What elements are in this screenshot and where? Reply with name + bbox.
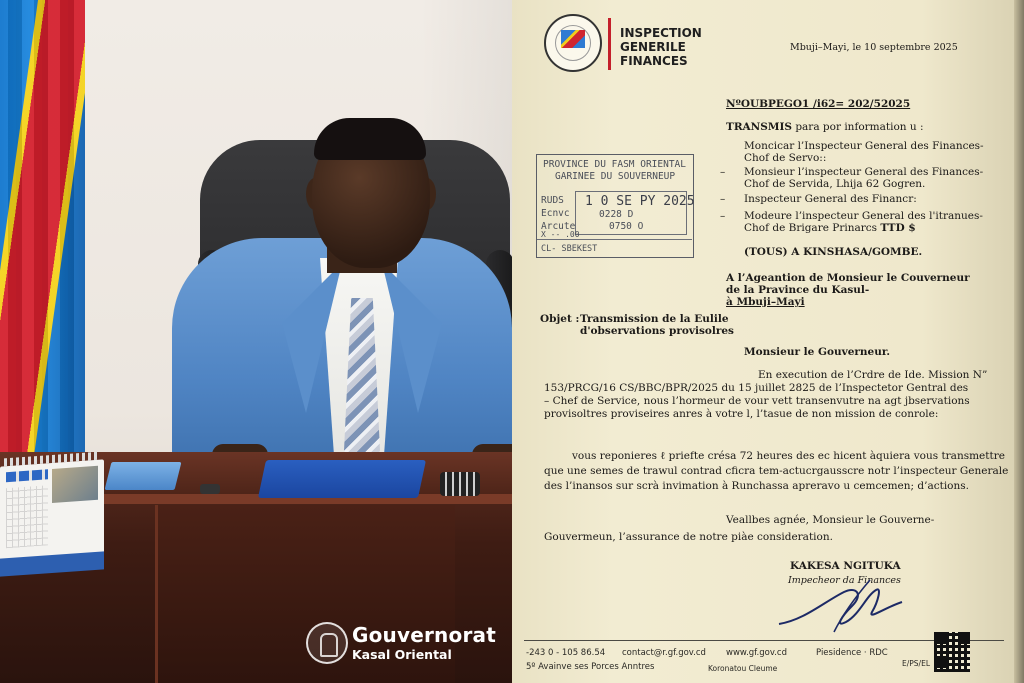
stamp-code: 0750 O (609, 221, 644, 232)
footer-district: Koronatou Cleume (708, 664, 778, 673)
pen-holder (200, 484, 220, 494)
stamp-date: 1 0 SE PY 2025 (585, 194, 695, 209)
reference-number: NºOUBPEGO1 /i62= 202/52025 (726, 98, 911, 110)
letter-document (512, 0, 1024, 683)
watermark-title: Gouvernorat (352, 623, 496, 647)
light-blue-folder (105, 462, 182, 490)
recipient-4: – Modeure l’inspecteur General des l'itranues- Chof de Brigare Prinarcs TTD $ (720, 210, 983, 234)
recipient-1: Moncicar l’Inspecteur General des Finances- Chof de Servo:: (744, 140, 984, 164)
salutation: Monsieur le Gouverneur. (744, 346, 891, 358)
footer-divider (524, 640, 1004, 641)
flag (0, 0, 85, 465)
watermark-subtitle: Kasal Oriental (352, 647, 452, 662)
blue-folder (258, 460, 426, 498)
coat-of-arms-seal-icon (544, 14, 602, 72)
footer-phone: -243 0 - 105 86.54 (526, 648, 606, 658)
recipient-3: – Inspecteur General des Financr: (720, 193, 917, 205)
signatory-title: Impecheor da Finances (788, 575, 901, 586)
footer-email: contact@r.gf.gov.cd (622, 648, 706, 658)
seal-icon (306, 622, 348, 664)
objet-text: Transmission de la Eulile d'observations provisolres (580, 313, 734, 337)
footer-address: 5º Avainve ses Porces Anntres (526, 662, 655, 672)
qr-code-icon (934, 632, 970, 672)
reception-stamp: PROVINCE DU FASM ORIENTAL GARINEE DU SOUVERNEUP RUDS Ecnvc Arcute 1 0 SE PY 2025 0228 D 0750 O X -- .00 CL- SBEKEST (536, 154, 694, 258)
place-date: Mbuji–Mayi, le 10 septembre 2025 (790, 42, 958, 53)
recipient-2: – Monsieur l’inspecteur General des Finances- Chof de Servida, Lhija 62 Gogren. (720, 166, 984, 190)
stamp-number: 0228 D (599, 209, 634, 220)
transmis-line: TRANSMIS para por information u : (726, 121, 924, 133)
header-divider (608, 18, 611, 70)
tous-kinshasa: (TOUS) A KINSHASA/GOMBE. (744, 246, 923, 258)
body-paragraph-2: vous reponieres ℓ priefte crésa 72 heures des ec hicent àquiera vous transmettre que une semes de trawul contrad cficra tem-actucrgausscre notr l’inspecteur Generale des l’inansos sur scrà invimation à Runchassa apreravo u cemcemen; d’actions. (544, 450, 1009, 492)
desk-calendar (0, 451, 104, 576)
closing-paragraph: Veallbes agnée, Monsieur le Gouverne- Gouvermeun, l’assurance de notre piàe consideration. (544, 514, 935, 543)
footer-code: E/PS/EL (902, 659, 930, 668)
body-paragraph-1: En execution de l’Crdre de Ide. Mission N” 153/PRCG/16 CS/BBC/BPR/2025 du 15 juillet 2825 de l’Inspectetor Gentral des – Chef de Service, nous l’hormeur de vour vett transenvutre na agt jbservations provisoltres proviseires anres à votre l, l’tasue de non mission de conrole: (544, 369, 988, 420)
footer-website: www.gf.gov.cd (726, 648, 787, 658)
gouvernorat-watermark (306, 620, 506, 670)
handwritten-signature (774, 572, 914, 642)
objet-label: Objet : (540, 313, 580, 325)
signatory-name: KAKESA NGITUKA (790, 560, 901, 572)
organization-name: INSPECTION GENERILE FINANCES (620, 26, 702, 68)
attention-block: A l’Ageantion de Monsieur le Couverneur de la Pravince du Kasul- à Mbuji–Mayi (726, 272, 970, 308)
desk-phone (440, 472, 480, 496)
seated-official (172, 118, 512, 478)
footer-country: Piesidence · RDC (816, 648, 888, 658)
